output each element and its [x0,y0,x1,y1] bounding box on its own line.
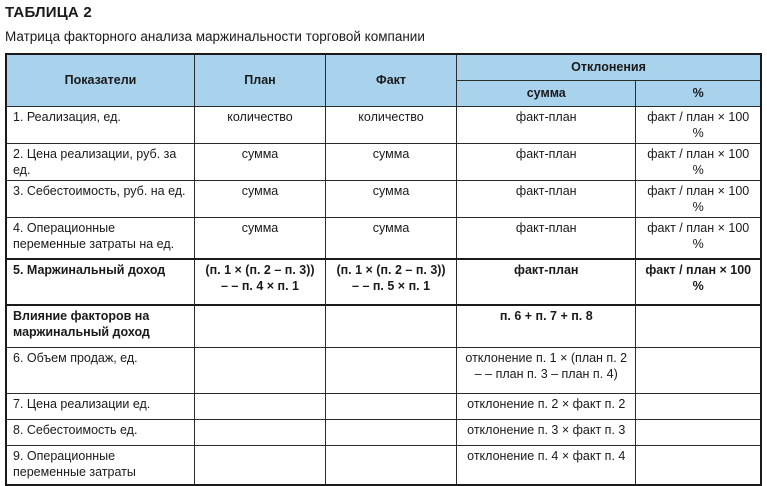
header-deviations: Отклонения [457,54,761,80]
row-fact: (п. 1 × (п. 2 – п. 3)) – – п. 5 × п. 1 [326,259,457,305]
table-row [6,393,761,419]
row-plan [194,419,325,445]
row-name: 7. Цена реализации ед. [6,393,194,419]
row-plan: сумма [194,217,325,259]
table-row [6,419,761,445]
row-sum: факт-план [457,143,636,180]
row-percent: факт / план × 100 % [636,217,761,259]
document [5,4,762,486]
row-percent: факт / план × 100 % [636,106,761,143]
row-percent [636,393,761,419]
row-plan: количество [194,106,325,143]
row-plan: сумма [194,180,325,217]
row-name: 6. Объем продаж, ед. [6,347,194,393]
row-sum: факт-план [457,106,636,143]
table-row [6,217,761,259]
table-row [6,259,761,305]
row-name: Влияние факторов на маржинальный доход [6,305,194,347]
row-sum: отклонение п. 4 × факт п. 4 [457,445,636,485]
row-sum: факт-план [457,180,636,217]
row-percent: факт / план × 100 % [636,143,761,180]
row-fact: сумма [326,217,457,259]
table-row [6,106,761,143]
table-number: ТАБЛИЦА 2 [5,4,92,21]
row-fact: количество [326,106,457,143]
row-percent [636,347,761,393]
row-percent [636,419,761,445]
row-plan: (п. 1 × (п. 2 – п. 3)) – – п. 4 × п. 1 [194,259,325,305]
header-sum: сумма [457,80,636,106]
row-percent [636,305,761,347]
row-name: 1. Реализация, ед. [6,106,194,143]
row-fact [326,305,457,347]
row-sum: отклонение п. 2 × факт п. 2 [457,393,636,419]
table-row [6,180,761,217]
row-fact: сумма [326,180,457,217]
row-sum: факт-план [457,217,636,259]
table-row [6,143,761,180]
row-name: 8. Себестоимость ед. [6,419,194,445]
row-plan [194,393,325,419]
row-sum: факт-план [457,259,636,305]
table-row [6,445,761,485]
factor-analysis-table [5,53,762,486]
row-name: 2. Цена реализации, руб. за ед. [6,143,194,180]
row-plan [194,305,325,347]
table-caption: Матрица факторного анализа маржинальности торговой компании [5,29,425,44]
row-sum: п. 6 + п. 7 + п. 8 [457,305,636,347]
row-sum: отклонение п. 1 × (план п. 2 – – план п. 3 – план п. 4) [457,347,636,393]
row-name: 3. Себестоимость, руб. на ед. [6,180,194,217]
header-plan: План [194,54,325,106]
row-fact: сумма [326,143,457,180]
header-indicators: Показатели [6,54,194,106]
row-plan [194,445,325,485]
row-fact [326,393,457,419]
row-percent: факт / план × 100 % [636,259,761,305]
table-row [6,305,761,347]
row-name: 5. Маржинальный доход [6,259,194,305]
header-percent: % [636,80,761,106]
row-name: 4. Операционные переменные затраты на ед. [6,217,194,259]
row-name: 9. Операционные переменные затраты [6,445,194,485]
header-fact: Факт [326,54,457,106]
row-percent [636,445,761,485]
row-percent: факт / план × 100 % [636,180,761,217]
row-fact [326,347,457,393]
row-plan [194,347,325,393]
row-plan: сумма [194,143,325,180]
row-fact [326,419,457,445]
table-row [6,347,761,393]
row-sum: отклонение п. 3 × факт п. 3 [457,419,636,445]
row-fact [326,445,457,485]
